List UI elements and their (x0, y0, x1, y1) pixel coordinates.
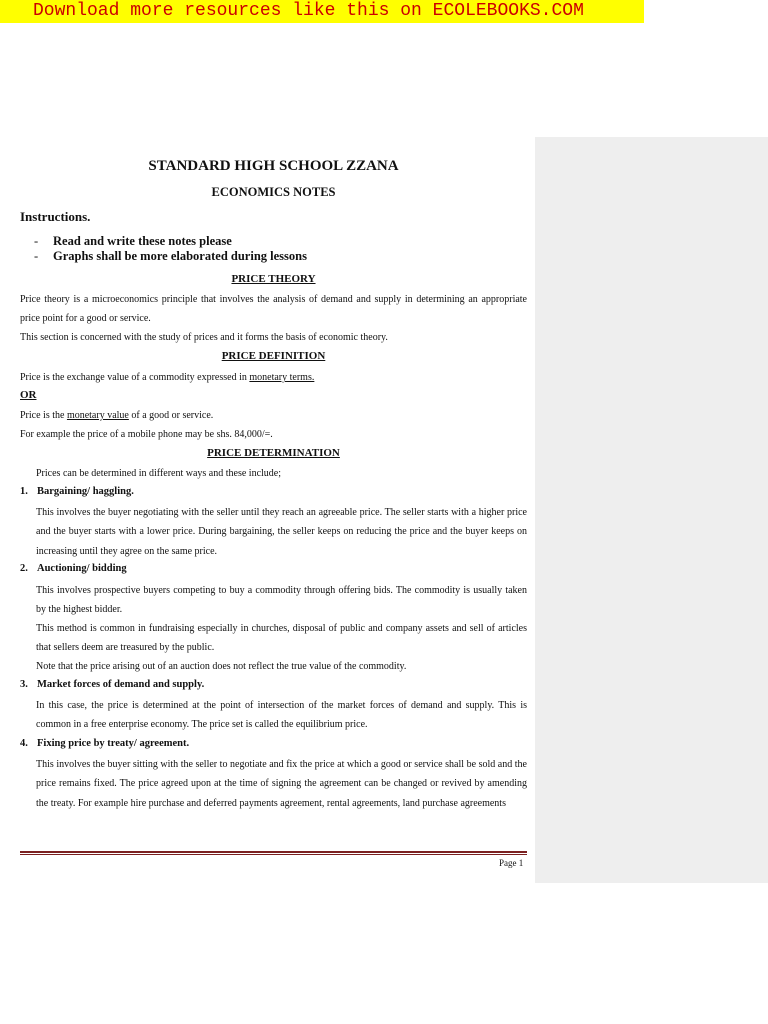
definition-2 (20, 406, 527, 425)
paragraph: Prices can be determined in different ways and these include; (36, 468, 282, 479)
monetary-value-term: monetary value (66, 410, 129, 421)
item-title: Bargaining/ haggling. (37, 486, 134, 497)
list-item-heading (20, 486, 134, 497)
banner-text[interactable]: Download more resources like this on ECOLEBOOKS.COM (33, 1, 584, 21)
item-number: 2. (20, 563, 28, 574)
definition-text: Price is the (20, 410, 67, 421)
item-number: 4. (20, 738, 28, 749)
item-number: 3. (20, 679, 28, 690)
instruction-text: Graphs shall be more elaborated during lessons (53, 249, 307, 263)
monetary-terms-term: monetary terms. (249, 372, 315, 383)
instruction-dash: - (34, 234, 39, 248)
instruction-text: Read and write these notes please (53, 234, 232, 248)
paragraph: In this case, the price is determined at the point of intersection of the market forces of demand and supply. This is common in a free enterprise economy. The price set is called the equilibrium price. (36, 700, 527, 731)
paragraph: This involves the buyer sitting with the seller to negotiate and fix the price at which a good or service shall be sold and the price remains fixed. The price agreed upon at the time of signing the agreement can be changed or revived by amending the treaty. For example hire purchase and deferred payments agreement, rental agreements, land purchase agreements (36, 759, 527, 809)
download-banner[interactable] (0, 0, 644, 23)
paragraph: This section is concerned with the study of prices and it forms the basis of economic theory. (20, 332, 388, 343)
paragraph: This involves the buyer negotiating with the seller until they reach an agreeable price. The seller starts with a higher price and the buyer starts with a lower price. During bargaining, the seller keeps on reducing the price and the buyer keeps on increasing until they agree on the same price. (36, 507, 527, 557)
item-title: Fixing price by treaty/ agreement. (37, 738, 190, 749)
instruction-item (34, 249, 307, 264)
instruction-item (34, 234, 232, 249)
section-heading-price-definition: PRICE DEFINITION (221, 350, 326, 362)
section-heading-price-theory: PRICE THEORY (231, 273, 316, 285)
or-separator: OR (20, 389, 37, 401)
paragraph: Price theory is a microeconomics principle that involves the analysis of demand and supply in determining an appropriate price point for a good or service. (20, 294, 527, 325)
footer-rule (20, 851, 527, 853)
footer-rule (20, 854, 527, 855)
instructions-heading: Instructions. (20, 209, 91, 224)
school-title: STANDARD HIGH SCHOOL ZZANA (148, 158, 399, 174)
paragraph: This involves prospective buyers competing to buy a commodity through offering bids. The commodity is usually taken by the highest bidder. (36, 585, 527, 616)
page-number: Page 1 (499, 858, 524, 868)
paragraph: This method is common in fundraising especially in churches, disposal of public and company assets and sell of articles that sellers deem are treasured by the public. (36, 623, 527, 654)
example-text: For example the price of a mobile phone may be shs. 84,000/=. (20, 429, 273, 440)
instruction-dash: - (34, 249, 39, 263)
definition-1 (20, 368, 527, 387)
item-title: Auctioning/ bidding (37, 563, 127, 574)
list-item-heading (20, 679, 204, 690)
item-number: 1. (20, 486, 28, 497)
list-item-heading (20, 563, 127, 574)
definition-text: Price is the exchange value of a commodity expressed in (20, 372, 250, 383)
paragraph: Note that the price arising out of an auction does not reflect the true value of the commodity. (36, 661, 407, 672)
subject-title: ECONOMICS NOTES (211, 185, 336, 199)
section-heading-price-determination: PRICE DETERMINATION (207, 447, 340, 459)
definition-text: of a good or service. (128, 410, 214, 421)
item-title: Market forces of demand and supply. (37, 679, 205, 690)
list-item-heading (20, 738, 189, 749)
comment-margin-panel (535, 137, 768, 883)
